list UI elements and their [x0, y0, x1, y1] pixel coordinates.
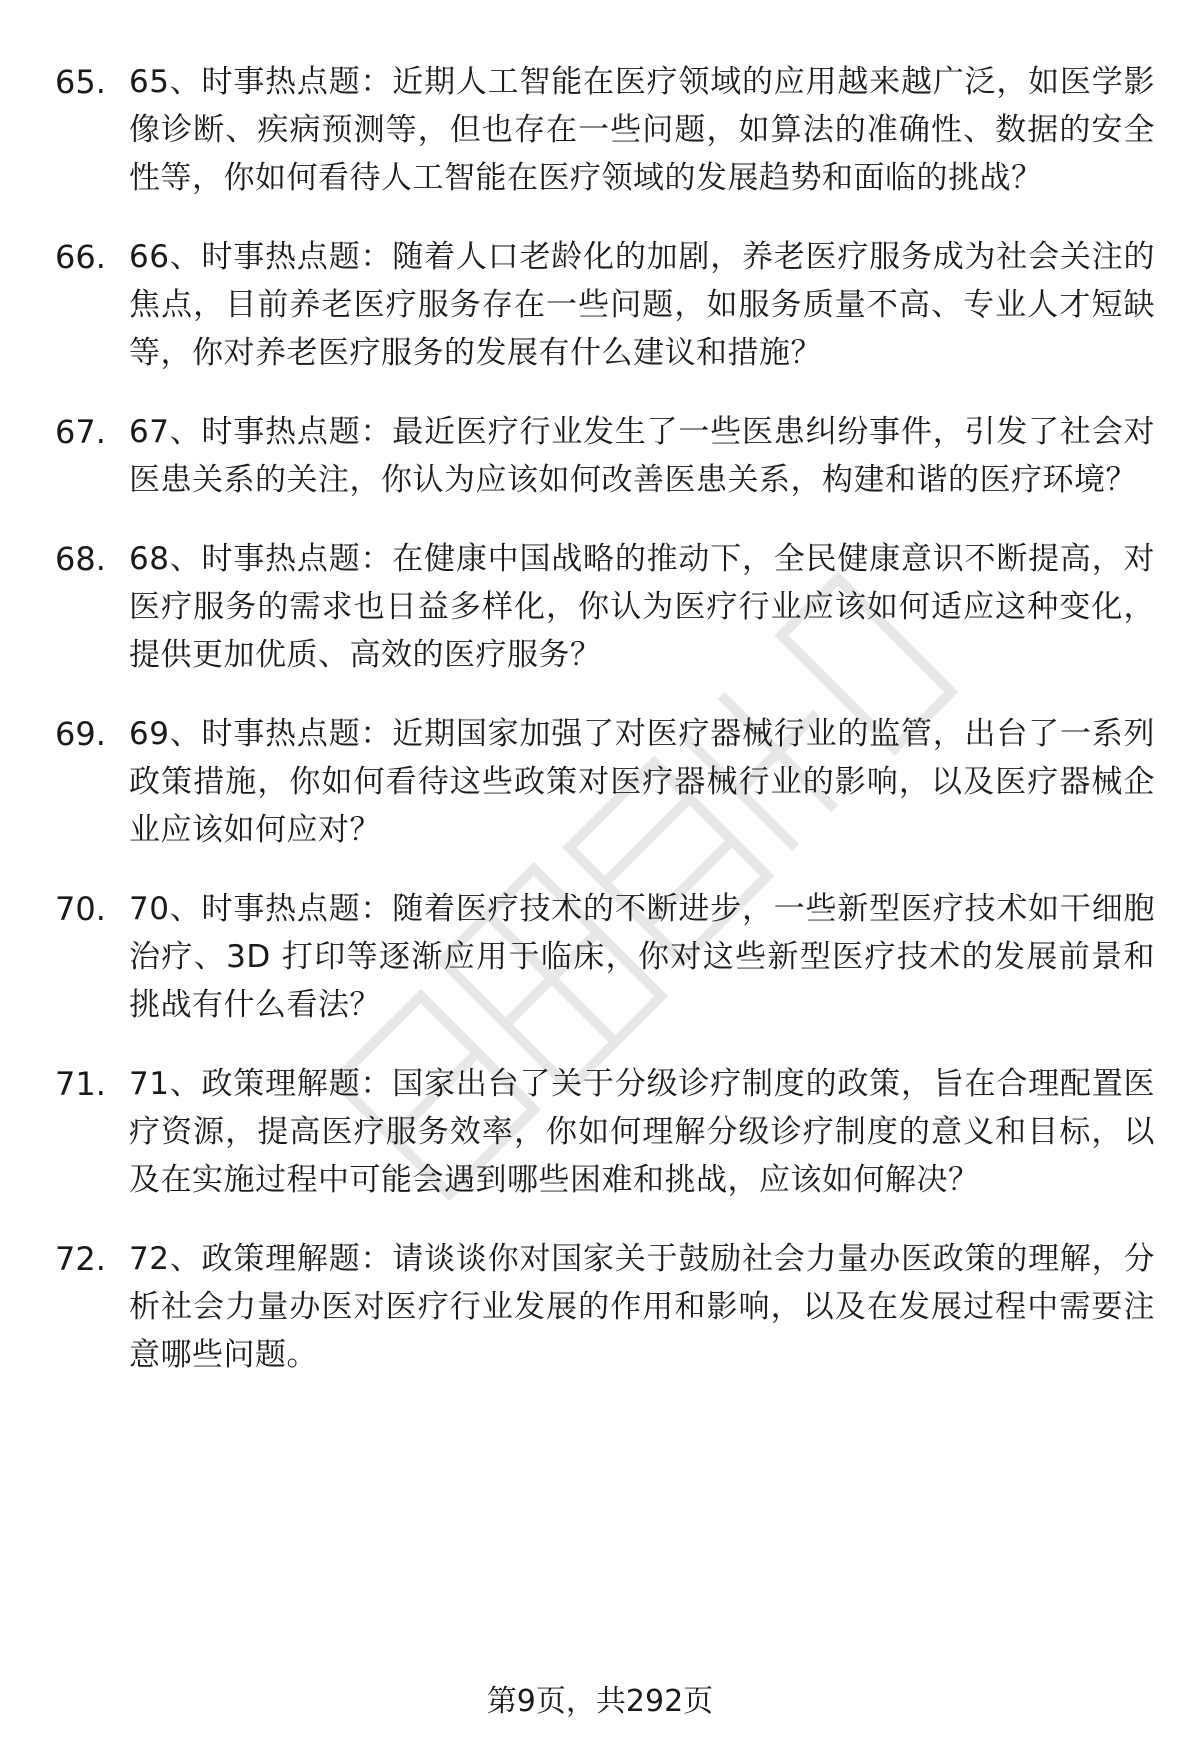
question-text: 68、时事热点题：在健康中国战略的推动下，全民健康意识不断提高，对医疗服务的需求也日益多样化，你认为医疗行业应该如何适应这种变化，提供更加优质、高效的医疗服务？ — [129, 541, 1155, 673]
question-number: 72. — [55, 1240, 106, 1278]
list-item — [55, 233, 1155, 377]
question-text: 65、时事热点题：近期人工智能在医疗领域的应用越来越广泛，如医学影像诊断、疾病预测等，但也存在一些问题，如算法的准确性、数据的安全性等，你如何看待人工智能在医疗领域的发展趋势和面临的挑战？ — [129, 64, 1155, 196]
question-number: 69. — [55, 715, 106, 753]
question-number: 65. — [55, 63, 106, 101]
list-item — [55, 885, 1155, 1029]
page-footer — [0, 1682, 1200, 1722]
question-number: 71. — [55, 1065, 106, 1103]
list-item — [55, 408, 1155, 504]
question-text: 72、政策理解题：请谈谈你对国家关于鼓励社会力量办医政策的理解，分析社会力量办医对医疗行业发展的作用和影响，以及在发展过程中需要注意哪些问题。 — [129, 1241, 1155, 1373]
page-number-label: 第9页，共292页 — [486, 1684, 714, 1719]
question-text: 66、时事热点题：随着人口老龄化的加剧，养老医疗服务成为社会关注的焦点，目前养老医疗服务存在一些问题，如服务质量不高、专业人才短缺等，你对养老医疗服务的发展有什么建议和措施？ — [129, 239, 1155, 371]
list-item — [55, 1060, 1155, 1204]
question-number: 67. — [55, 413, 106, 451]
list-item — [55, 1235, 1155, 1379]
list-item — [55, 535, 1155, 679]
question-number: 68. — [55, 540, 106, 578]
question-list — [55, 58, 1155, 1410]
question-number: 66. — [55, 238, 106, 276]
question-text: 70、时事热点题：随着医疗技术的不断进步，一些新型医疗技术如干细胞治疗、3D 打印等逐渐应用于临床，你对这些新型医疗技术的发展前景和挑战有什么看法？ — [129, 891, 1155, 1023]
question-text: 67、时事热点题：最近医疗行业发生了一些医患纠纷事件，引发了社会对医患关系的关注，你认为应该如何改善医患关系，构建和谐的医疗环境？ — [129, 414, 1155, 498]
list-item — [55, 58, 1155, 202]
question-number: 70. — [55, 890, 106, 928]
list-item — [55, 710, 1155, 854]
question-text: 71、政策理解题：国家出台了关于分级诊疗制度的政策，旨在合理配置医疗资源，提高医疗服务效率，你如何理解分级诊疗制度的意义和目标，以及在实施过程中可能会遇到哪些困难和挑战，应该如何解决？ — [129, 1066, 1155, 1198]
question-text: 69、时事热点题：近期国家加强了对医疗器械行业的监管，出台了一系列政策措施，你如何看待这些政策对医疗器械行业的影响，以及医疗器械企业应该如何应对？ — [129, 716, 1155, 848]
